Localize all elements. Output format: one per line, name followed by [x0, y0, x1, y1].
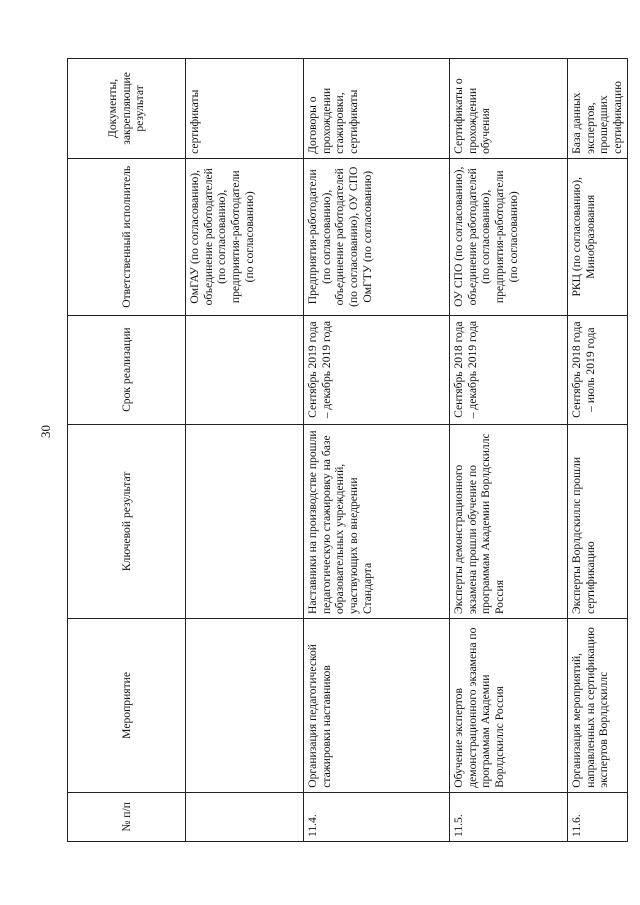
header-event: Мероприятие [68, 619, 186, 793]
cell-documents: Сертификаты о прохождении обучения [450, 59, 568, 159]
header-responsible: Ответственный исполнитель [68, 158, 186, 315]
activity-table [67, 58, 628, 842]
cell-event: Организация педагогической стажировки наставников [304, 619, 450, 793]
table-row [450, 59, 568, 842]
header-result: Ключевой результат [68, 424, 186, 618]
cell-responsible: ОУ СПО (по согласованию), объединение работодателей (по согласованию), предприятия-работодатели (по согласованию) [450, 158, 568, 315]
cell-result: Эксперты Ворлдскиллс прошли сертификацию [568, 424, 628, 618]
cell-responsible: Предприятия-работодатели (по согласованию), объединение работодателей (по согласованию), ОУ СПО ОмГТУ (по согласованию) [304, 158, 450, 315]
cell-event [186, 619, 304, 793]
cell-documents: сертификаты [186, 59, 304, 159]
table-row [568, 59, 628, 842]
cell-documents: Договоры о прохождении стажировки, сертификаты [304, 59, 450, 159]
page-number: 30 [38, 425, 53, 438]
cell-responsible: ОмГАУ (по согласованию), объединение работодателей (по согласованию), предприятия-работодатели (по согласованию) [186, 158, 304, 315]
cell-result [186, 424, 304, 618]
header-num: № п/п [68, 792, 186, 841]
cell-num: 11.5. [450, 792, 568, 841]
table-row [186, 59, 304, 842]
cell-responsible: РКЦ (по согласованию), Минобразования [568, 158, 628, 315]
table-row [304, 59, 450, 842]
cell-result: Наставники на производстве прошли педагогическую стажировку на базе образовательных учреждений, участвующих во внедрении Стандарта [304, 424, 450, 618]
header-term: Срок реализации [68, 315, 186, 424]
cell-num: 11.6. [568, 792, 628, 841]
cell-term: Сентябрь 2018 года – декабрь 2019 года [450, 315, 568, 424]
header-documents: Документы, закрепляющие результат [68, 59, 186, 159]
cell-documents: База данных экспертов, прошедших сертификацию [568, 59, 628, 159]
cell-result: Эксперты демонстрационного экзамена прошли обучение по программам Академии Ворлдскиллс Россия [450, 424, 568, 618]
cell-term: Сентябрь 2019 года – декабрь 2019 года [304, 315, 450, 424]
cell-num [186, 792, 304, 841]
rotated-table-wrapper [67, 58, 625, 842]
cell-term [186, 315, 304, 424]
table-header-row [68, 59, 186, 842]
cell-event: Организация мероприятий, направленных на сертификацию экспертов Ворлдскиллс [568, 619, 628, 793]
cell-event: Обучение экспертов демонстрационного экзамена по программам Академии Ворлдскиллс Россия [450, 619, 568, 793]
cell-term: Сентябрь 2018 года – июль 2019 года [568, 315, 628, 424]
cell-num: 11.4. [304, 792, 450, 841]
